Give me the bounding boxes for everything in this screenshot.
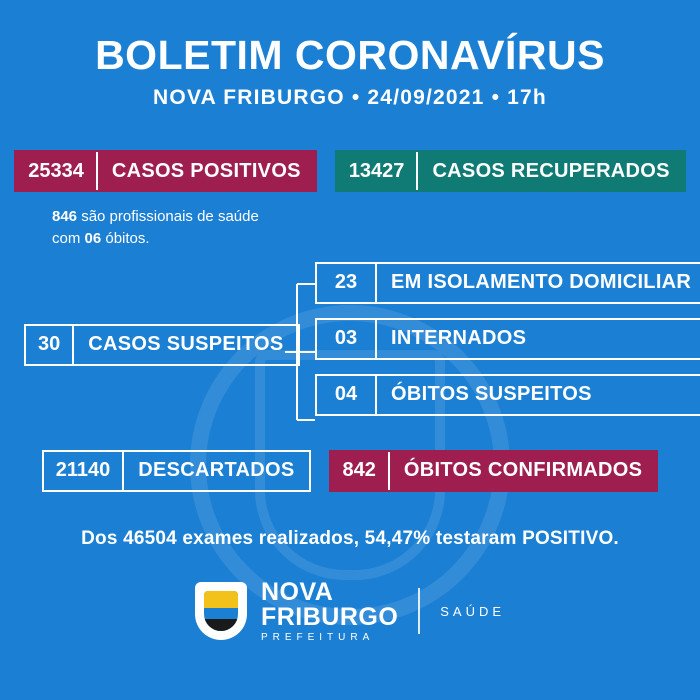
stat-isolamento-domiciliar: [315, 262, 700, 304]
footer-department: SAÚDE: [440, 603, 506, 619]
stat-casos-positivos-label: CASOS POSITIVOS: [111, 159, 301, 182]
health-workers-deaths-post: óbitos.: [101, 229, 150, 247]
health-workers-deaths-count: 06: [84, 229, 102, 247]
stat-descartados-label: DESCARTADOS: [138, 459, 295, 482]
row-primary-stats: [0, 150, 700, 192]
stat-obitos-confirmados-value: 842: [331, 452, 390, 490]
footer-logo: [0, 577, 700, 643]
stat-casos-suspeitos-label: CASOS SUSPEITOS: [88, 333, 284, 356]
stat-descartados: [42, 450, 311, 492]
suspect-cases-block: [0, 262, 700, 442]
health-workers-text: são profissionais de saúde: [77, 208, 259, 226]
city-crest-shield: [204, 591, 238, 631]
stat-casos-positivos-value: 25334: [16, 152, 98, 190]
city-crest-icon: [195, 582, 247, 640]
health-workers-deaths-pre: com: [52, 229, 85, 247]
health-workers-note-line2: [52, 228, 700, 250]
row-secondary-stats: [0, 450, 700, 492]
stat-casos-suspeitos: [24, 324, 300, 366]
stat-obitos-confirmados-label: ÓBITOS CONFIRMADOS: [403, 459, 643, 482]
stat-obitos-suspeitos-label: ÓBITOS SUSPEITOS: [391, 383, 592, 406]
city-logo-line1: NOVA: [260, 577, 334, 606]
health-workers-count: 846: [52, 208, 78, 226]
stat-isolamento-domiciliar-value: 23: [317, 264, 377, 302]
stat-casos-recuperados-value: 13427: [337, 152, 419, 190]
stat-isolamento-domiciliar-label: EM ISOLAMENTO DOMICILIAR: [391, 271, 692, 294]
stat-obitos-suspeitos: [315, 374, 700, 416]
city-logo-line3: PREFEITURA: [260, 631, 375, 643]
exams-summary: Dos 46504 exames realizados, 54,47% testaram POSITIVO.: [81, 527, 619, 549]
stat-casos-suspeitos-pill: [24, 324, 300, 366]
suspect-breakdown-list: [315, 262, 700, 416]
stat-internados-value: 03: [317, 320, 377, 358]
stat-internados: [315, 318, 700, 360]
stat-internados-label: INTERNADOS: [391, 327, 527, 350]
health-workers-note: [52, 206, 700, 250]
city-logo-line2: FRIBURGO: [260, 602, 399, 631]
stat-obitos-confirmados: [329, 450, 659, 492]
page-subtitle: NOVA FRIBURGO • 24/09/2021 • 17h: [153, 86, 547, 110]
footer-divider: [418, 588, 420, 634]
stat-casos-suspeitos-value: 30: [26, 326, 74, 364]
stat-casos-recuperados: [335, 150, 686, 192]
page-title: BOLETIM CORONAVÍRUS: [95, 32, 605, 78]
stat-casos-recuperados-label: CASOS RECUPERADOS: [432, 159, 670, 182]
city-logo-text: [260, 577, 399, 643]
stat-descartados-value: 21140: [44, 452, 125, 490]
health-workers-note-line1: [52, 206, 700, 228]
stat-casos-positivos: [14, 150, 317, 192]
stat-obitos-suspeitos-value: 04: [317, 376, 377, 414]
